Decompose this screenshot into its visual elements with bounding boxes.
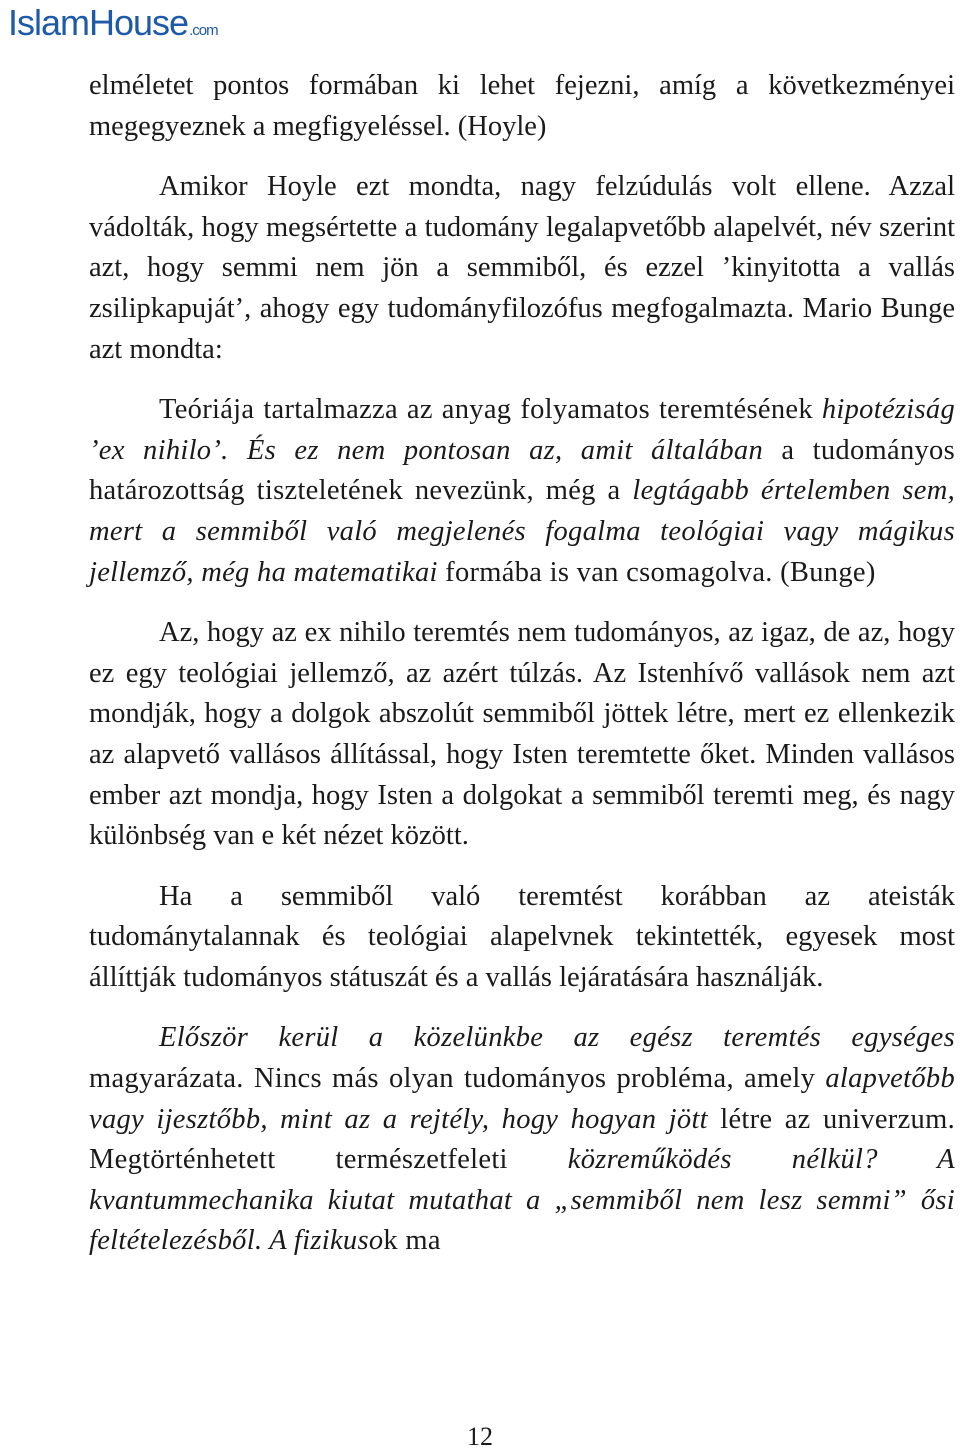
text-run: a tudományos határozottság tiszteletének nevezünk, még a [89,434,955,507]
paragraph-6-quote [89,1018,955,1262]
paragraph-2 [89,167,955,370]
text-run: Amikor Hoyle ezt mondta, nagy felzúdulás volt ellene. Azzal vádolták, hogy megsértette a tudomány legalapvetőbb alapelvét, név szerint azt, hogy semmi nem jön a semmiből, és ezzel ’kinyitotta a vallás zsilipkapuját’, ahogy egy tudományfilozófus megfogalmazta. Mario Bunge azt mondta: [89,171,955,365]
islamhouse-logo [8,2,218,43]
italic-text-run: alapvetőbb vagy ijesztőbb, mint az a rejtély, hogy hogyan jött [89,1063,955,1135]
paragraph-1 [89,66,955,147]
page-number: 12 [467,1422,493,1451]
text-run: Az, hogy az ex nihilo teremtés nem tudományos, az igaz, de az, hogy ez egy teológiai jellemző, az azért túlzás. Az Istenhívő vallások nem azt mondják, hogy a dolgok abszolút semmiből jöttek létre, mert ez ellenkezik az alapvető vallásos állítással, hogy Isten teremtette őket. Minden vallásos ember azt mondja, hogy Isten a dolgokat a semmiből teremti meg, és nagy különbség van e két nézet között. [89,617,955,852]
paragraph-3-quote [89,390,955,593]
italic-text-run: hipotéziság ’ex nihilo’. És ez nem pontosan az, amit általában [89,394,955,466]
text-run: létre az univerzum. Megtörténhetett természetfeleti [89,1103,955,1176]
page-body [89,66,955,1262]
text-run: Teóriája tartalmazza az anyag folyamatos teremtésének [159,394,822,426]
italic-text-run: közreműködés nélkül? A kvantummechanika kiutat mutathat a „semmiből nem lesz semmi” ősi feltételezésből. A fizikuso [89,1144,955,1257]
text-run: magyarázata. Nincs más olyan tudományos probléma, amely [89,1063,826,1095]
italic-text-run: Először kerül a közelünkbe az egész teremtés egységes [159,1022,955,1054]
logo-tld: .com [189,22,218,39]
paragraph-5 [89,877,955,999]
paragraph-4 [89,613,955,857]
logo-text: IslamHouse [8,2,189,43]
text-run: k ma [383,1225,441,1257]
text-run: Ha a semmiből való teremtést korábban az ateisták tudománytalannak és teológiai alapelvnek tekintették, egyesek most állíttják tudományos státuszát és a vallás lejáratására használják. [89,880,955,993]
text-run: elméletet pontos formában ki lehet fejezni, amíg a következményei megegyeznek a megfigyeléssel. (Hoyle) [89,70,955,142]
text-run: formába is van csomagolva. (Bunge) [437,556,876,588]
italic-text-run: legtágabb értelemben sem, mert a semmiből való megjelenés fogalma teológiai vagy mágikus jellemző, még ha matematikai [89,475,955,588]
